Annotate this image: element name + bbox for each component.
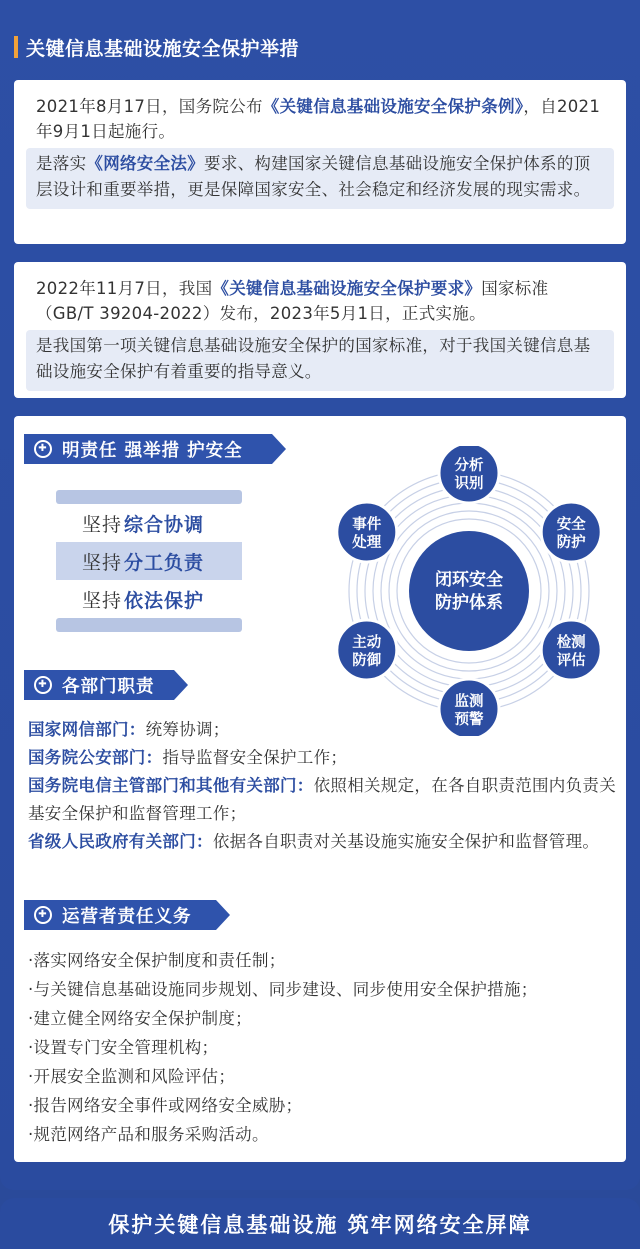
duty-department: 国家网信部门：: [28, 720, 146, 739]
diagram-center-line2: 防护体系: [435, 593, 503, 613]
regulation-note: [26, 148, 614, 209]
duty-department: 省级人民政府有关部门：: [28, 832, 213, 851]
duty-text: 依据各自职责对关基设施实施安全保护和监督管理。: [212, 832, 600, 851]
principle-item: [56, 504, 242, 542]
page-title-text: 关键信息基础设施安全保护举措: [26, 37, 300, 60]
page-title: [14, 34, 299, 60]
standard-card: [14, 262, 626, 398]
section-header-departments: [24, 670, 174, 700]
diagram-node: [439, 446, 499, 503]
diagram-node-label: 安全: [556, 517, 586, 533]
shield-icon: ✚: [34, 676, 52, 694]
duty-text: 统筹协调；: [145, 720, 230, 739]
principle-prefix: 坚持: [82, 551, 123, 574]
section-header-measures: [24, 434, 272, 464]
section-title-operators: 运营者责任义务: [62, 906, 192, 927]
regulation-date-text: 2021年8月17日，国务院公布: [36, 97, 263, 116]
measures-card: [14, 416, 626, 1162]
section-header-operators: [24, 900, 216, 930]
standard-name: 《关键信息基础设施安全保护要求》: [212, 279, 482, 298]
diagram-node-label: 事件: [352, 517, 382, 533]
principle-prefix: 坚持: [82, 513, 123, 536]
duty-text: 指导监督安全保护工作；: [162, 748, 348, 767]
footer-slogan: 保护关键信息基础设施 筑牢网络安全屏障: [0, 1198, 640, 1249]
regulation-lead: [14, 80, 626, 144]
principles-top-bar: [56, 490, 242, 504]
section-title-measures: 明责任 强举措 护安全: [62, 440, 243, 461]
obligation-item: ·规范网络产品和服务采购活动。: [28, 1125, 269, 1144]
duty-item: [28, 744, 618, 772]
diagram-node-circle: [439, 446, 499, 503]
diagram-node-label: 分析: [454, 458, 484, 474]
obligation-item: ·建立健全网络安全保护制度；: [28, 1009, 252, 1028]
diagram-node-label: 防护: [556, 535, 586, 551]
operator-obligations: [28, 946, 618, 1149]
diagram-node: [541, 502, 601, 562]
regulation-note-post: 要求、构建国家关键信息基础设施安全保护体系的顶层设计和重要举措，更是保障国家安全、社会稳定和经济发展的现实需求。: [36, 154, 591, 199]
obligation-item: ·设置专门安全管理机构；: [28, 1038, 219, 1057]
regulation-name: 《关键信息基础设施安全保护条例》: [262, 97, 524, 116]
regulation-card: [14, 80, 626, 244]
principle-item: [56, 542, 242, 580]
duty-item: [28, 828, 618, 856]
diagram-center-line1: 闭环安全: [435, 570, 503, 590]
diagram-center: [409, 531, 529, 651]
diagram-node: [337, 502, 397, 562]
shield-icon: ✚: [34, 906, 52, 924]
obligation-item: ·报告网络安全事件或网络安全威胁；: [28, 1096, 303, 1115]
department-duties: [28, 716, 618, 856]
diagram-node-label: 检测: [556, 635, 586, 651]
diagram-node-label: 识别: [454, 476, 484, 492]
regulation-effective-text: ，自2021年9月1日起施行。: [36, 97, 601, 141]
cybersecurity-law-name: 《网络安全法》: [86, 154, 205, 173]
diagram-node-label: 处理: [352, 535, 382, 551]
regulation-note-pre: 是落实: [36, 154, 87, 173]
diagram-node: [337, 620, 397, 680]
diagram-node-label: 防御: [352, 653, 382, 669]
obligation-item: ·落实网络安全保护制度和责任制；: [28, 951, 286, 970]
principle-value: 依法保护: [124, 589, 205, 612]
diagram-node: [541, 620, 601, 680]
title-accent-bar: [14, 36, 18, 58]
closed-loop-diagram: [324, 446, 614, 736]
principle-item: [56, 580, 242, 618]
standard-date-text: 2022年11月7日，我国: [36, 279, 213, 298]
principle-prefix: 坚持: [82, 589, 123, 612]
shield-icon: ✚: [34, 440, 52, 458]
duty-item: [28, 716, 618, 744]
diagram-node-label: 监测: [454, 694, 484, 710]
duty-item: [28, 772, 618, 828]
standard-note: 是我国第一项关键信息基础设施安全保护的国家标准，对于我国关键信息基础设施安全保护有着重要的指导意义。: [26, 330, 614, 391]
diagram-node-label: 主动: [352, 635, 382, 651]
obligation-item: ·开展安全监测和风险评估；: [28, 1067, 236, 1086]
principle-value: 综合协调: [124, 513, 205, 536]
diagram-node-label: 评估: [556, 653, 586, 669]
diagram-node-label: 预警: [454, 712, 484, 728]
duty-department: 国务院电信主管部门和其他有关部门：: [28, 776, 314, 795]
section-title-departments: 各部门职责: [62, 676, 155, 697]
standard-effective-text: 国家标准（GB/T 39204-2022）发布，2023年5月1日，正式实施。: [36, 279, 549, 323]
duty-department: 国务院公安部门：: [28, 748, 163, 767]
principle-value: 分工负责: [124, 551, 205, 574]
principles-bottom-bar: [56, 618, 242, 632]
principles-list: [56, 490, 242, 642]
standard-lead: [14, 262, 626, 326]
duty-text: 依照相关规定，在各自职责范围内负责关基安全保护和监督管理工作；: [28, 776, 617, 823]
obligation-item: ·与关键信息基础设施同步规划、同步建设、同步使用安全保护措施；: [28, 980, 538, 999]
